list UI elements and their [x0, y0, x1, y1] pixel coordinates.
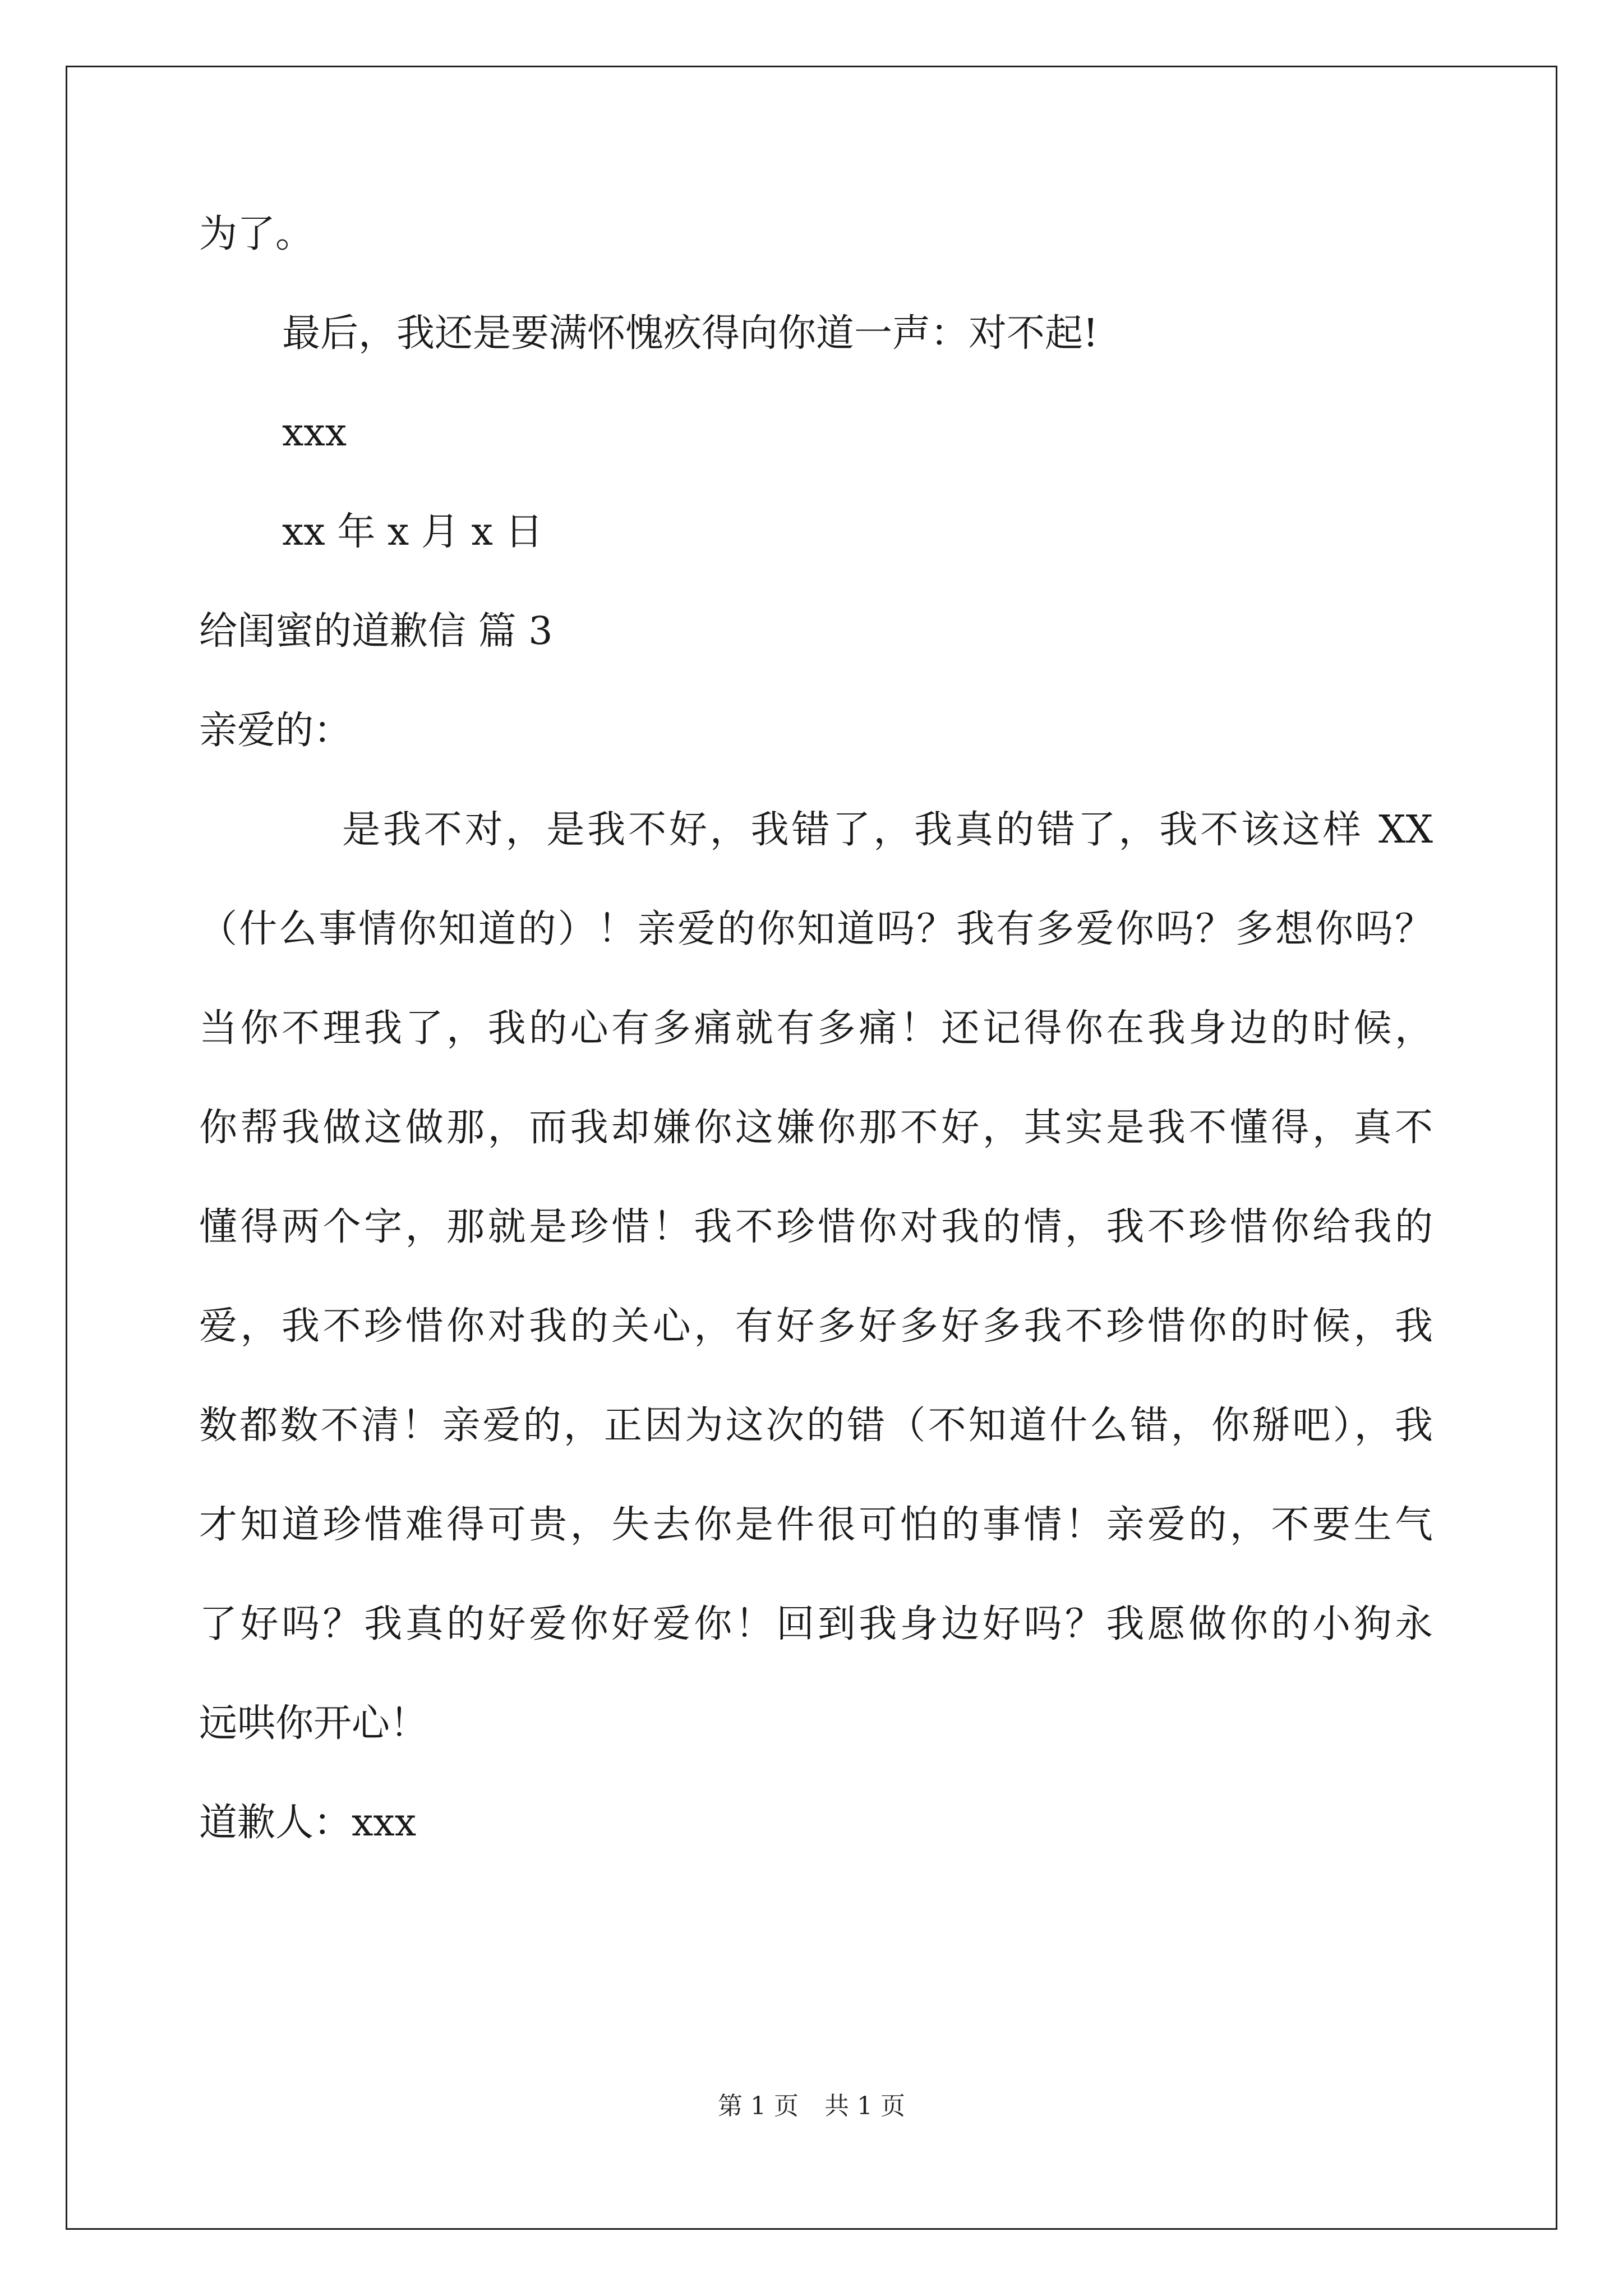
- body-line: 是我不对，是我不好，我错了，我真的错了，我不该这样 XX: [342, 808, 1433, 852]
- closing-apology: 最后，我还是要满怀愧疚得向你道一声：对不起!: [282, 311, 1099, 356]
- letter-date: xx 年 x 月 x 日: [282, 510, 543, 554]
- body-line-last: 远哄你开心！: [199, 1701, 428, 1746]
- body-line: 爱，我不珍惜你对我的关心，有好多好多好多我不珍惜你的时候，我: [199, 1304, 1433, 1349]
- body-line: 你帮我做这做那，而我却嫌你这嫌你那不好，其实是我不懂得，真不: [199, 1106, 1433, 1150]
- salutation: 亲爱的：: [199, 708, 352, 753]
- page-number: 第 1 页: [718, 2092, 799, 2120]
- body-line: 懂得两个字，那就是珍惜！我不珍惜你对我的情，我不珍惜你给我的: [199, 1205, 1433, 1249]
- signoff: 道歉人：xxx: [199, 1801, 417, 1845]
- body-line: 了好吗？我真的好爱你好爱你！回到我身边好吗？我愿做你的小狗永: [199, 1602, 1433, 1646]
- body-line: 当你不理我了，我的心有多痛就有多痛！还记得你在我身边的时候，: [199, 1006, 1433, 1051]
- section-title: 给闺蜜的道歉信 篇 3: [199, 609, 553, 654]
- signature: xxx: [282, 411, 347, 455]
- body-line: 才知道珍惜难得可贵，失去你是件很可怕的事情！亲爱的，不要生气: [199, 1503, 1433, 1547]
- continuation-text: 为了。: [199, 212, 314, 256]
- body-line: 数都数不清！亲爱的，正因为这次的错（不知道什么错，你掰吧），我: [199, 1404, 1433, 1448]
- page-footer: [0, 2090, 1623, 2123]
- body-line: （什么事情你知道的）！亲爱的你知道吗？我有多爱你吗？多想你吗？: [199, 907, 1433, 951]
- page-total: 共 1 页: [824, 2092, 905, 2120]
